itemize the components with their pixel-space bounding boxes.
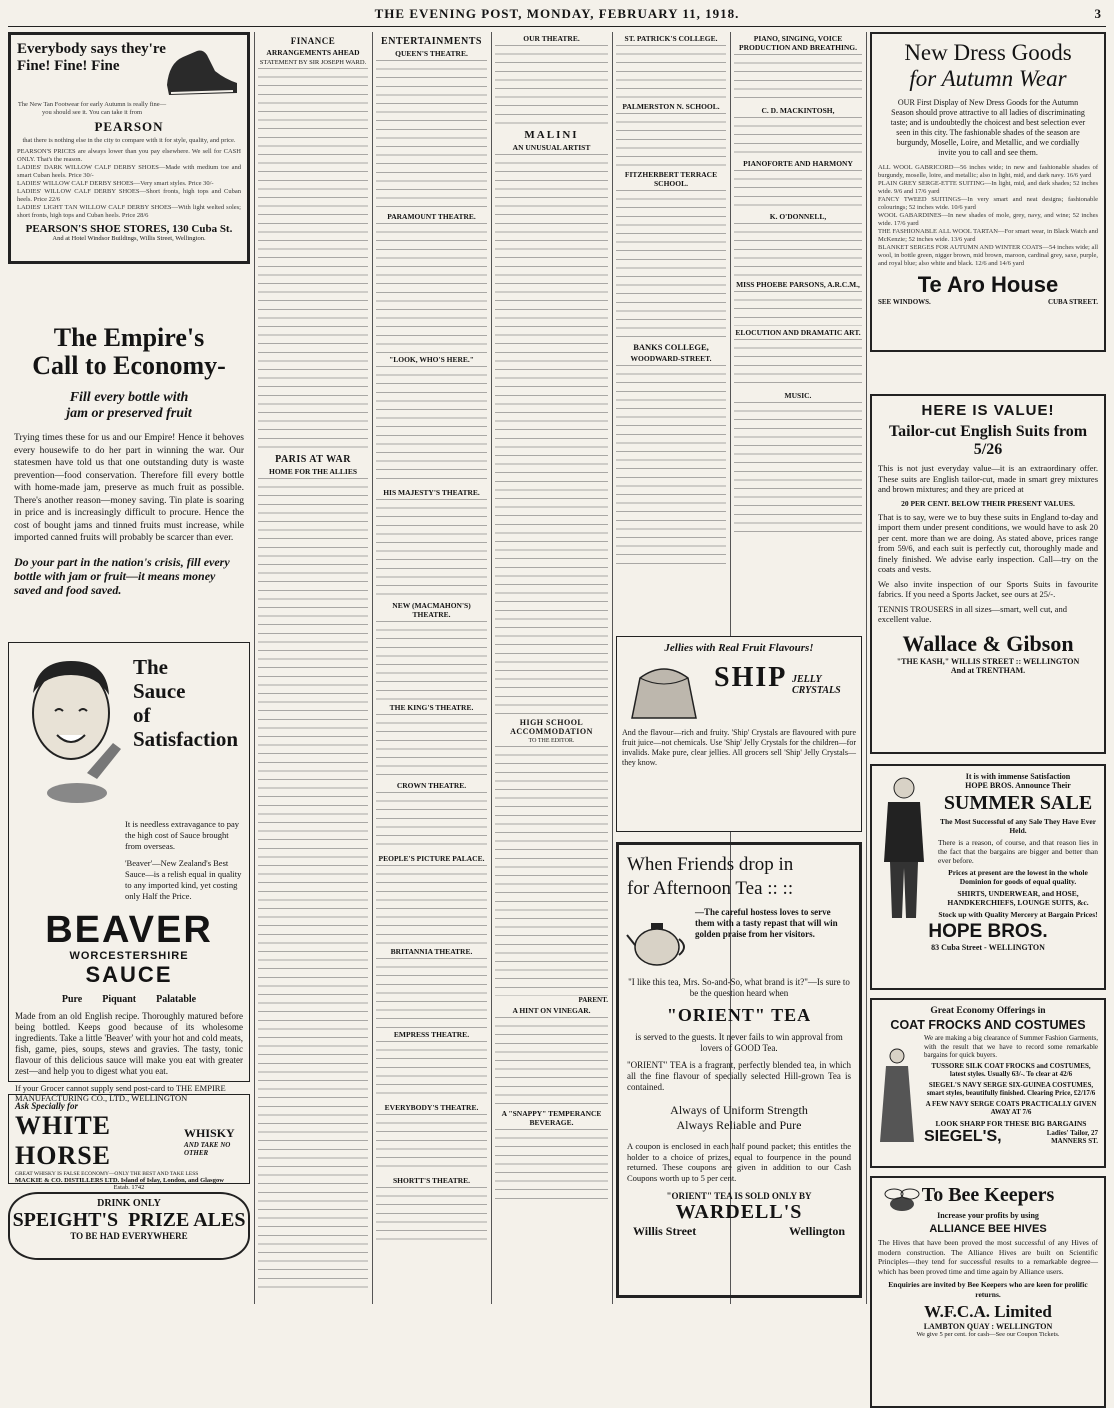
bees-seller: W.F.C.A. Limited [924, 1302, 1052, 1321]
column-4 [495, 32, 608, 1304]
section-text [376, 1114, 487, 1174]
ship-body: And the flavour—rich and fruity. 'Ship' Crystals are flavoured with pure fruit juice—not chemicals. Use 'Ship' Jelly Crystals for the children—for invalids. Make pure, clear jellies. All grocers sell 'Ship' Jelly Crystals—they know. [622, 728, 856, 767]
music-ad-text [734, 223, 862, 278]
section-heading: EMPRESS THEATRE. [393, 1030, 470, 1039]
section-text [376, 865, 487, 945]
section-text [376, 958, 487, 1028]
te-aro-address: CUBA STREET. [1047, 298, 1098, 306]
bees-enquiries: Enquiries are invited by Bee Keepers who are keen for prolific returns. [888, 1280, 1088, 1299]
beaver-pitch-2: 'Beaver'—New Zealand's Best Sauce—is a relish equal in quality to any imported kind, yet costing only Half the Price. [125, 858, 242, 901]
pearson-line-1: LADIES' DARK WILLOW CALF DERBY SHOES—Made with medium toe and smart Cuban heels. Price 30/- [17, 164, 241, 179]
pearson-ad [8, 32, 250, 264]
hope-headline: SUMMER SALE [943, 792, 1093, 814]
pearson-intro: The New Tan Footwear for early Autumn is really fine—you should see it. You can take it from [17, 101, 167, 116]
orient-seller: WARDELL'S [675, 1201, 803, 1223]
ship-brand: SHIP [714, 662, 788, 693]
letter-text [495, 746, 608, 996]
siegels-headline: COAT FROCKS AND COSTUMES [890, 1018, 1086, 1032]
orient-brand: "ORIENT" TEA [666, 1005, 812, 1025]
section-text [495, 1129, 608, 1199]
music-ad-text [734, 170, 862, 210]
music-ad-heading: MUSIC. [784, 391, 812, 400]
pearson-headline: Everybody says they're [17, 41, 166, 57]
orient-tea-ad [616, 842, 862, 1298]
white-horse-no-other: AND TAKE NO OTHER [184, 1140, 231, 1157]
wallace-brand: Wallace & Gibson [902, 630, 1074, 656]
siegels-lead: Great Economy Offerings in [930, 1006, 1046, 1016]
te-aro-item-4: THE FASHIONABLE ALL WOOL TARTAN—For smart wear, in Black Watch and McKenzie; 52 inches wide. 13/6 yard [878, 228, 1098, 243]
pearson-headline-2: Fine! Fine! Fine [17, 58, 120, 74]
te-aro-item-5: BLANKET SERGES FOR AUTUMN AND WINTER COATS—54 inches wide; all wool, in bottle green, nigger brown, mid brown, maroon, cardinal grey, saxe, purple, and royal blue; also white and black. 12/6 and 14/6 yard [878, 244, 1098, 267]
jelly-mould-illustration [622, 658, 706, 724]
bee-icon [880, 1186, 924, 1216]
music-ad-text [734, 339, 862, 389]
column-2 [258, 32, 368, 1304]
section-heading: THE KING'S THEATRE. [389, 703, 474, 712]
white-horse-brand: WHITE HORSE [15, 1111, 112, 1170]
speights-ad [8, 1192, 250, 1260]
page-number: 3 [1094, 6, 1102, 21]
hope-body-2: Prices at present are the lowest in the whole Dominion for goods of equal quality. [948, 868, 1088, 886]
te-aro-item-1: PLAIN GREY SERGE-ETTE SUITING—In light, mid, and dark shades; 52 inches wide. 9/6 and 17/6 yard [878, 180, 1098, 195]
section-text [376, 1041, 487, 1101]
siegels-body: We are making a big clearance of Summer Fashion Garments, with the result that we have to record some remarkable bargains for quick buyers. [924, 1034, 1098, 1059]
school-ad-heading: FITZHERBERT TERRACE SCHOOL. [624, 170, 718, 188]
orient-headline-2: for Afternoon Tea :: :: [627, 878, 794, 899]
bees-address: LAMBTON QUAY : WELLINGTON [923, 1322, 1053, 1331]
section-text [376, 60, 487, 210]
orient-body: "ORIENT" TEA is a fragrant, perfectly blended tea, in which all the fine flavour of specially selected Hill-grown Tea is contained. [627, 1060, 851, 1092]
empire-title-2: Call to Economy- [32, 351, 226, 380]
school-ad-text [616, 113, 726, 168]
pearson-body: that there is nothing else in the city to compare with it for style, quality, and price. [22, 137, 236, 144]
wallace-below: 20 PER CENT. BELOW THEIR PRESENT VALUES. [901, 498, 1075, 508]
te-aro-item-0: ALL WOOL GABRICORD—56 inches wide; in new and fashionable shades of burgundy, moselle, loire, and metallic; also in light, mid, and dark navy. 16/6 yard [878, 164, 1098, 179]
orient-address-street: Willis Street [633, 1224, 697, 1238]
section-text [495, 45, 608, 125]
pearson-line-0: PEARSON'S PRICES are always lower than you pay elsewhere. We sell for CASH ONLY. That's the reason. [17, 148, 241, 163]
woman-figure-illustration [878, 1046, 916, 1146]
section-text [376, 621, 487, 701]
beaver-brand-2: WORCESTERSHIRE [69, 950, 189, 962]
beaver-sauce-ad [8, 642, 250, 1103]
speights-everywhere: TO BE HAD EVERYWHERE [70, 1231, 188, 1241]
beaver-body: Made from an old English recipe. Thoroughly matured before being bottled. Keeps good because of its wholesome ingredients. Take a little 'Beaver' with your hot and cold meats, fish, game, pies, soups, stews and gravies. The tasty, tonic flavour of this delicious sauce will make you eat with greater zest—and help you to digest what you eat. [15, 1011, 243, 1076]
column-6 [734, 32, 862, 630]
section-heading: PARAMOUNT THEATRE. [387, 212, 476, 221]
column-divider [254, 32, 255, 1304]
siegels-address: Ladies' Tailor, 27 MANNERS ST. [1046, 1128, 1098, 1145]
white-horse-ask: Ask Specially for [15, 1101, 78, 1111]
music-ad-text [734, 291, 862, 326]
siegels-look: LOOK SHARP FOR THESE BIG BARGAINS [935, 1118, 1087, 1128]
school-ad-heading: ST. PATRICK'S COLLEGE. [624, 34, 718, 43]
letter-signoff: PARENT. [578, 996, 608, 1004]
music-ad-heading: PIANOFORTE AND HARMONY [743, 159, 853, 168]
section-text [376, 714, 487, 779]
beaver-of: of [133, 703, 151, 727]
section-heading: "LOOK, WHO'S HERE." [389, 355, 474, 364]
section-text [376, 223, 487, 353]
section-text [376, 792, 487, 852]
section-text [495, 1017, 608, 1107]
music-ad-heading: K. O'DONNELL, [769, 212, 827, 221]
school-ad-text [616, 365, 726, 565]
music-ad-heading: PIANO, SINGING, VOICE PRODUCTION AND BREATHING. [739, 34, 857, 52]
school-ad-text [616, 190, 726, 340]
section-heading: CROWN THEATRE. [396, 781, 467, 790]
paris-article-text [258, 478, 368, 1288]
paris-heading: PARIS AT WAR [275, 454, 351, 465]
te-aro-headline: New Dress Goods [904, 40, 1072, 65]
wallace-gibson-ad [870, 394, 1106, 754]
beaver-words: Pure Piquant Palatable [61, 994, 197, 1005]
wallace-headline: HERE IS VALUE! [921, 402, 1055, 419]
section-heading: NEW (MACMAHON'S) THEATRE. [392, 601, 471, 619]
wallace-address: "THE KASH," WILLIS STREET :: WELLINGTON [896, 656, 1080, 666]
column-divider [372, 32, 373, 1304]
section-text [376, 366, 487, 486]
section-heading: OUR THEATRE. [523, 34, 580, 43]
orient-lead: —The careful hostess loves to serve them with a tasty repast that will win golden praise from her visitors. [695, 907, 838, 939]
siegels-item-1: TUSSORE SILK COAT FROCKS and COSTUMES, latest styles. Usually 63/-. To clear at 42/6 [931, 1061, 1091, 1078]
te-aro-headline-2: for Autumn Wear [909, 66, 1067, 91]
entertainments-heading: ENTERTAINMENTS [381, 36, 482, 47]
white-horse-estab: Estab. 1742 [113, 1184, 145, 1191]
siegels-item-3: A FEW NAVY SERGE COATS PRACTICALLY GIVEN AWAY AT 7/6 [925, 1099, 1097, 1116]
te-aro-body: OUR First Display of New Dress Goods for the Autumn Season should prove attractive to all ladies of discriminating taste; and is undoubtedly the choicest and best selection ever seen in this city. The fashionable shades of the season are burgundy, Moselle, Loire, and Metallic, and we cordially invite you to call and see them. [890, 98, 1086, 157]
hope-subheadline: The Most Successful of any Sale They Have Ever Held. [939, 817, 1097, 835]
finance-statement: STATEMENT BY SIR JOSEPH WARD. [259, 59, 367, 66]
shoe-illustration [163, 45, 241, 101]
wallace-trentham: And at TRENTHAM. [950, 665, 1026, 675]
siegels-ad [870, 998, 1106, 1168]
column-divider [612, 32, 613, 1304]
bees-body: The Hives that have been proved the most successful of any Hives of modern construction. The Alliance Hives are built on Scientific Principles—they tend for successful results to a remarkable degree—which has been proved time and time again by Alliance users. [878, 1238, 1098, 1276]
speights-ales: PRIZE ALES [128, 1209, 246, 1231]
music-ad-text [734, 117, 862, 157]
orient-headline: When Friends drop in [627, 854, 794, 875]
beaver-the: The [133, 655, 169, 679]
hope-bros-ad [870, 764, 1106, 990]
music-ad-heading: ELOCUTION AND DRAMATIC ART. [735, 328, 861, 337]
music-ad-heading: C. D. MACKINTOSH, [761, 106, 835, 115]
music-ad-heading: MISS PHOEBE PARSONS, A.R.C.M., [736, 280, 860, 289]
orient-address-city: Wellington [788, 1224, 845, 1238]
column-divider [866, 32, 867, 1304]
malini-article-text [495, 154, 608, 714]
paris-subheading: HOME FOR THE ALLIES [268, 467, 357, 476]
column-3 [376, 32, 487, 1304]
hope-brand: HOPE BROS. [928, 921, 1048, 942]
beaver-sauce-word: Sauce [133, 679, 186, 703]
section-heading: BRITANNIA THEATRE. [390, 947, 473, 956]
wallace-body: This is not just everyday value—it is an extraordinary offer. These suits are English tailor-cut, made in smart grey mixtures and brown mixtures; and they are priced at [878, 463, 1098, 494]
school-ad-heading: BANKS COLLEGE, [633, 342, 709, 352]
malini-heading: MALINI [524, 129, 579, 141]
bee-keepers-ad [870, 1176, 1106, 1408]
white-horse-whisky: WHISKY [184, 1125, 235, 1140]
empire-title: The Empire's [53, 323, 205, 352]
empire-tagline-2: jam or preserved fruit [66, 406, 192, 421]
wallace-body-3: We also invite inspection of our Sports Suits in favourite fabrics. If you need a Sports Jacket, see ours at 25/-. [878, 578, 1098, 599]
empire-body: Trying times these for us and our Empire! Hence it behoves every housewife to do her part in winning the war. Our statesmen have told us that one outstanding duty is waste prevention—food conservation. Therefore fill every bottle with home-made jam, preserve as much fruit as possible. There's another reason—money saving. Tin plate is soaring in price and is increasingly difficult to procure. Hence the cost of bought jams and tinned fruits must increase, while imported canned fruits will probably be scarcer than ever. [14, 433, 244, 543]
masthead-rule [8, 26, 1106, 27]
orient-reliable: Always Reliable and Pure [676, 1118, 802, 1132]
hope-lead: It is with immense Satisfaction [965, 772, 1071, 781]
beaver-pitch: It is needless extravagance to pay the high cost of Sauce brought from overseas. [125, 819, 239, 851]
ship-brand-2: JELLY CRYSTALS [792, 674, 841, 696]
music-ad-text [734, 402, 862, 532]
speights-brand: SPEIGHT'S [12, 1209, 119, 1231]
hope-body: There is a reason, of course, and that reason lies in the fact that the bargains are bigger and better than ever before. [938, 838, 1098, 865]
finance-heading: FINANCE [290, 36, 336, 46]
te-aro-item-3: WOOL GABARDINES—In new shades of mole, grey, navy, and wine; 52 inches wide. 17/6 yard [878, 212, 1098, 227]
woman-illustration [17, 653, 125, 813]
music-ad-text [734, 54, 862, 104]
section-heading: EVERYBODY'S THEATRE. [384, 1103, 479, 1112]
orient-coupon: A coupon is enclosed in each half pound packet; this entitles the holder to a choice of prizes, equal to fourpence in the pound returned. These coupons are given in addition to our Cash Coupons worth up to 5 per cent. [627, 1141, 851, 1183]
pearson-brand: PEARSON [94, 119, 164, 134]
newspaper-title: THE EVENING POST, MONDAY, FEBRUARY 11, 1918. [374, 6, 740, 21]
section-heading: HIS MAJESTY'S THEATRE. [383, 488, 480, 497]
section-heading: A "SNAPPY" TEMPERANCE BEVERAGE. [501, 1109, 602, 1127]
column-5 [616, 32, 726, 630]
te-aro-item-2: FANCY TWEED SUITINGS—In very smart and neat designs; fashionable colourings; 52 inches wide. 10/6 yard [878, 196, 1098, 211]
high-school-heading: HIGH SCHOOL ACCOMMODATION [510, 718, 593, 736]
beaver-footer: If your Grocer cannot supply send post-card to THE EMPIRE MANUFACTURING CO., LTD., WELLINGTON [15, 1083, 226, 1103]
orient-served: is served to the guests. It never fails to win approval from lovers of GOOD Tea. [635, 1032, 843, 1053]
wallace-body-2: That is to say, were we to buy these suits in England to-day and import them under present conditions, we would have to ask 20 per cent. more than we are doing. As stated above, prices range from 59/6, and each suit is perfectly cut, thoroughly made and finely finished. We advise early inspection. Call—try on the coats and vests. [878, 511, 1098, 574]
section-text [376, 1187, 487, 1247]
hope-items: SHIRTS, UNDERWEAR, and HOSE, HANDKERCHIEFS, LOUNGE SUITS, &c. [947, 889, 1089, 907]
empire-tagline: Fill every bottle with [69, 390, 189, 405]
section-heading: SHORTT'S THEATRE. [393, 1176, 470, 1185]
section-text [376, 499, 487, 599]
ship-headline: Jellies with Real Fruit Flavours! [664, 642, 814, 654]
finance-subheading: ARRANGEMENTS AHEAD [266, 48, 360, 57]
siegels-item-2: SIEGEL'S NAVY SERGE SIX-GUINEA COSTUMES, smart styles, beautifully finished. Clearing Price, £2/17/6 [926, 1080, 1096, 1097]
school-ad-heading: PALMERSTON N. SCHOOL. [622, 102, 720, 111]
orient-quote: "I like this tea, Mrs. So-and-So, what brand is it?"—Is sure to be the question heard when [628, 977, 850, 998]
bees-headline: To Bee Keepers [921, 1184, 1055, 1206]
pearson-line-2: LADIES' WILLOW CALF DERBY SHOES—Very smart styles. Price 30/- [17, 180, 214, 187]
orient-strength: Always of Uniform Strength [670, 1103, 808, 1117]
column-7 [870, 32, 1106, 1338]
te-aro-see-windows: SEE WINDOWS. [878, 298, 931, 306]
white-horse-ad [8, 1094, 250, 1191]
white-horse-line: GREAT WHISKY IS FALSE ECONOMY—ONLY THE BEST AND TAKE LESS [15, 1171, 199, 1177]
wallace-trousers: TENNIS TROUSERS in all sizes—smart, well cut, and excellent value. [878, 603, 1067, 624]
man-illustration [878, 772, 930, 922]
bees-subheadline: Increase your profits by using [937, 1211, 1039, 1220]
te-aro-house-ad [870, 32, 1106, 352]
beaver-brand-3: SAUCE [85, 962, 173, 987]
beaver-satisfaction: Satisfaction [133, 727, 238, 751]
beaver-brand: BEAVER [45, 909, 213, 951]
section-heading: A HINT ON VINEGAR. [512, 1006, 591, 1015]
pearson-line-4: LADIES' LIGHT TAN WILLOW CALF DERBY SHOES—With light welted soles; short fronts, high tops and Cuban heels. Price 28/6 [17, 204, 241, 219]
empire-closing: Do your part in the nation's crisis, fill every bottle with jam or fruit—it means money saved and food saved. [14, 554, 230, 597]
hope-address: 83 Cuba Street - WELLINGTON [931, 943, 1045, 952]
speights-drink: DRINK ONLY [97, 1198, 161, 1209]
finance-article-text [258, 68, 368, 448]
siegels-brand: SIEGEL'S, [924, 1127, 1002, 1145]
masthead [0, 0, 1114, 28]
pearson-footer: PEARSON'S SHOE STORES, 130 Cuba St. [25, 223, 233, 235]
hope-stock: Stock up with Quality Mercery at Bargain Prices! [938, 910, 1098, 919]
section-heading: QUEEN'S THEATRE. [395, 49, 468, 58]
section-heading: PEOPLE'S PICTURE PALACE. [378, 854, 485, 863]
bees-note: We give 5 per cent. for cash—See our Coupon Tickets. [916, 1331, 1060, 1338]
column-divider [491, 32, 492, 1304]
school-ad-text [616, 45, 726, 100]
ship-jelly-ad [616, 636, 862, 832]
wallace-headline-2: Tailor-cut English Suits from 5/26 [888, 423, 1088, 458]
school-ad-heading: WOODWARD-STREET. [630, 354, 712, 363]
white-horse-maker: MACKIE & CO. DISTILLERS LTD. Island of Islay, London, and Glasgow [15, 1177, 224, 1184]
malini-subheading: AN UNUSUAL ARTIST [512, 143, 591, 152]
pearson-line-3: LADIES' WILLOW CALF DERBY SHOES—Short fronts, high tops and Cuban heels. Price 22/6 [17, 188, 241, 203]
orient-sold-by: "ORIENT" TEA IS SOLD ONLY BY [666, 1191, 812, 1201]
empire-economy-ad [8, 324, 250, 624]
te-aro-brand: Te Aro House [917, 272, 1059, 297]
letter-to-editor: TO THE EDITOR. [528, 738, 575, 744]
column-1 [8, 32, 250, 1304]
teapot-illustration [627, 907, 689, 975]
bees-brand: ALLIANCE BEE HIVES [929, 1223, 1047, 1235]
hope-lead-2: HOPE BROS. Announce Their [965, 781, 1071, 790]
pearson-footer-2: And at Hotel Windsor Buildings, Willis Street, Wellington. [52, 235, 206, 242]
